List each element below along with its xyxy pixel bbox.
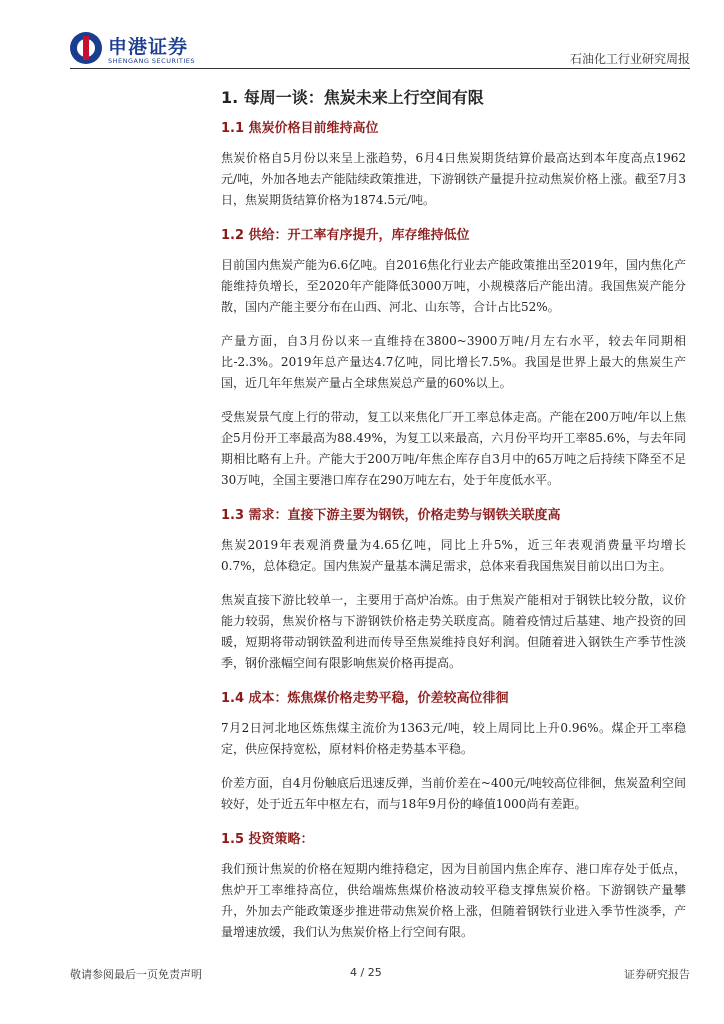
section-heading: 1.4 成本：炼焦煤价格走势平稳，价差较高位徘徊	[221, 691, 509, 706]
page-title: 1. 每周一谈：焦炭未来上行空间有限	[221, 88, 484, 107]
paragraph: 焦炭直接下游比较单一，主要用于高炉冶炼。由于焦炭产能相对于钢铁比较分散，议价能力较弱，焦炭价格与下游钢铁价格走势关联度高。随着疫情过后基建、地产投资的回暖，短期将带动钢铁盈利进而传导至焦炭维持良好利润。但随着进入钢铁生产季节性淡季，钢价涨幅空间有限影响焦炭价格再提高。	[221, 593, 686, 670]
section-heading: 1.1 焦炭价格目前维持高位	[221, 121, 379, 136]
paragraph: 目前国内焦炭产能为6.6亿吨。自2016焦化行业去产能政策推出至2019年，国内焦化产能维持负增长，至2020年产能降低3000万吨，小规模落后产能出清。我国焦炭产能分散，国内产能主要分布在山西、河北、山东等，合计占比52%。	[221, 258, 686, 314]
section-heading: 1.5 投资策略：	[221, 832, 314, 847]
company-name-english: SHENGANG SECURITIES	[108, 57, 196, 65]
paragraph: 产量方面，自3月份以来一直维持在3800~3900万吨/月左右水平，较去年同期相比-2.3%。2019年总产量达4.7亿吨，同比增长7.5%。我国是世界上最大的焦炭生产国，近几年年焦炭产量占全球焦炭总产量的60%以上。	[221, 334, 686, 390]
main-content	[221, 85, 686, 956]
header-divider	[70, 68, 690, 69]
report-type: 石油化工行业研究周报	[569, 52, 690, 66]
paragraph: 受焦炭景气度上行的带动，复工以来焦化厂开工率总体走高。产能在200万吨/年以上焦企5月份开工率最高为88.49%，为复工以来最高，六月份平均开工率85.6%，与去年同期相比略有上升。产能大于200万吨/年焦企库存自3月中的65万吨之后持续下降至不足30万吨，全国主要港口库存在290万吨左右，处于年度低水平。	[221, 410, 686, 487]
paragraph: 7月2日河北地区炼焦煤主流价为1363元/吨，较上周同比上升0.96%。煤企开工率稳定，供应保持宽松，原材料价格走势基本平稳。	[221, 721, 686, 756]
page-footer	[70, 966, 690, 986]
report-label: 证券研究报告	[624, 968, 690, 981]
section-heading: 1.2 供给：开工率有序提升，库存维持低位	[221, 228, 470, 243]
page-number: 4 / 25	[350, 966, 382, 979]
paragraph: 焦炭2019年表观消费量为4.65亿吨，同比上升5%，近三年表观消费量平均增长0.7%，总体稳定。国内焦炭产量基本满足需求，总体来看我国焦炭目前以出口为主。	[221, 538, 686, 573]
company-logo-icon	[70, 32, 102, 64]
page-header	[70, 30, 690, 70]
company-name: 申港证券	[108, 36, 189, 58]
paragraph: 焦炭价格自5月份以来呈上涨趋势，6月4日焦炭期货结算价最高达到本年度高点1962元/吨，外加各地去产能陆续政策推进，下游钢铁产量提升拉动焦炭价格上涨。截至7月3日，焦炭期货结算价格为1874.5元/吨。	[221, 151, 686, 207]
section-heading: 1.3 需求：直接下游主要为钢铁，价格走势与钢铁关联度高	[221, 508, 561, 523]
paragraph: 价差方面，自4月份触底后迅速反弹，当前价差在~400元/吨较高位徘徊，焦炭盈利空间较好，处于近五年中枢左右，而与18年9月份的峰值1000尚有差距。	[221, 776, 686, 811]
disclaimer-note: 敬请参阅最后一页免责声明	[70, 968, 202, 981]
paragraph: 我们预计焦炭的价格在短期内维持稳定，因为目前国内焦企库存、港口库存处于低点，焦炉开工率维持高位，供给端炼焦煤价格波动较平稳支撑焦炭价格。下游钢铁产量攀升，外加去产能政策逐步推进带动焦炭价格上涨，但随着钢铁行业进入季节性淡季，产量增速放缓，我们认为焦炭价格上行空间有限。	[221, 862, 686, 939]
